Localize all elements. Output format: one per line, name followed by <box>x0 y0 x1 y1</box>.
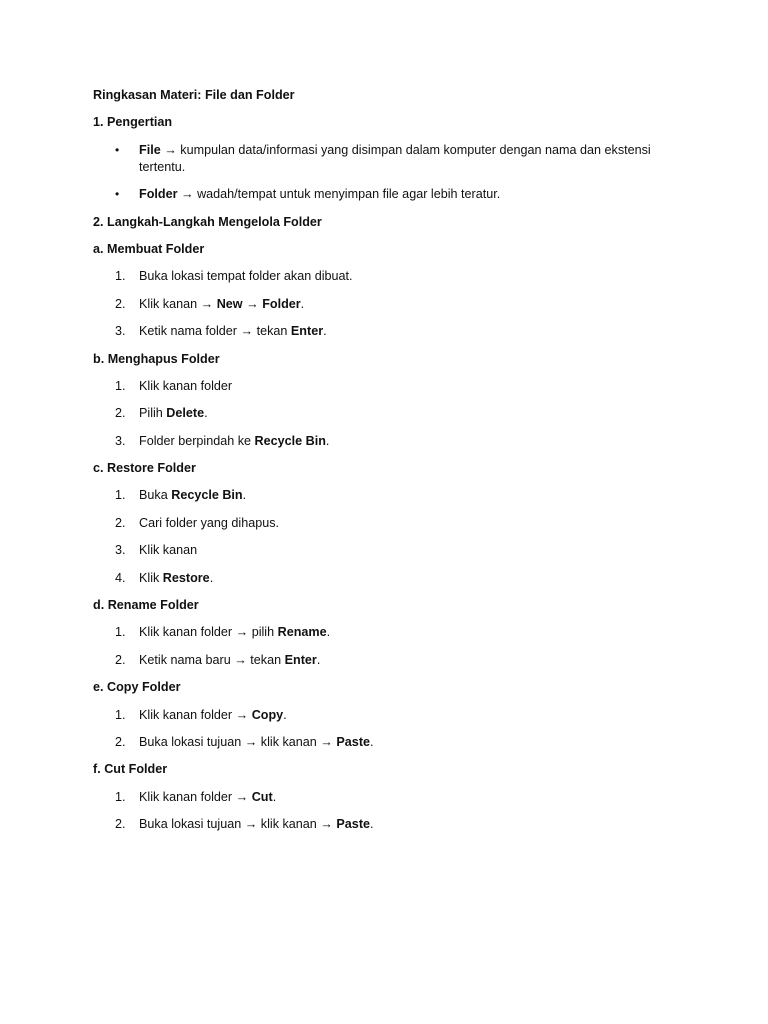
document-page <box>93 87 693 844</box>
term-file: File <box>139 142 161 157</box>
list-item: 3. Klik kanan <box>115 543 198 558</box>
section-heading-pengertian: 1. Pengertian <box>93 115 173 130</box>
document-title: Ringkasan Materi: File dan Folder <box>93 88 295 102</box>
definition-folder: → wadah/tempat untuk menyimpan file agar lebih teratur. <box>177 187 501 202</box>
list-item: 2. Klik kanan → New → Folder. <box>115 296 305 311</box>
bullet-icon: • <box>115 142 120 157</box>
term-folder: Folder <box>139 187 178 202</box>
list-item: 2. Cari folder yang dihapus. <box>115 515 280 530</box>
list-item: 3. Folder berpindah ke Recycle Bin. <box>115 433 330 448</box>
list-item: 2. Buka lokasi tujuan → klik kanan → Paste. <box>115 817 374 832</box>
list-item: 1. Klik kanan folder → Cut. <box>115 789 277 804</box>
list-item: 3. Ketik nama folder → tekan Enter. <box>115 324 327 339</box>
subsection-heading-menghapus: b. Menghapus Folder <box>93 351 220 366</box>
bullet-item-file <box>93 142 693 176</box>
subsection-heading-cut: f. Cut Folder <box>93 762 168 777</box>
subsection-heading-rename: d. Rename Folder <box>93 598 199 613</box>
bullet-icon: • <box>115 187 120 202</box>
list-item: 2. Buka lokasi tujuan → klik kanan → Paste. <box>115 734 374 749</box>
bullet-item-folder <box>93 186 693 203</box>
list-item: 1. Buka Recycle Bin. <box>115 488 247 503</box>
list-item: 4. Klik Restore. <box>115 570 214 585</box>
list-item: 1. Klik kanan folder <box>115 378 233 393</box>
list-item: 2. Pilih Delete. <box>115 406 208 421</box>
subsection-heading-copy: e. Copy Folder <box>93 680 181 695</box>
subsection-heading-restore: c. Restore Folder <box>93 461 196 476</box>
list-item: 1. Klik kanan folder → Copy. <box>115 707 287 722</box>
list-item: 2. Ketik nama baru → tekan Enter. <box>115 652 321 667</box>
list-item: 1. Buka lokasi tempat folder akan dibuat. <box>115 269 353 284</box>
list-item: 1. Klik kanan folder → pilih Rename. <box>115 625 331 640</box>
section-heading-langkah: 2. Langkah-Langkah Mengelola Folder <box>93 214 322 229</box>
subsection-heading-membuat: a. Membuat Folder <box>93 241 205 256</box>
definition-file: → kumpulan data/informasi yang disimpan dalam komputer dengan nama dan ekstensi tertentu. <box>139 142 651 174</box>
